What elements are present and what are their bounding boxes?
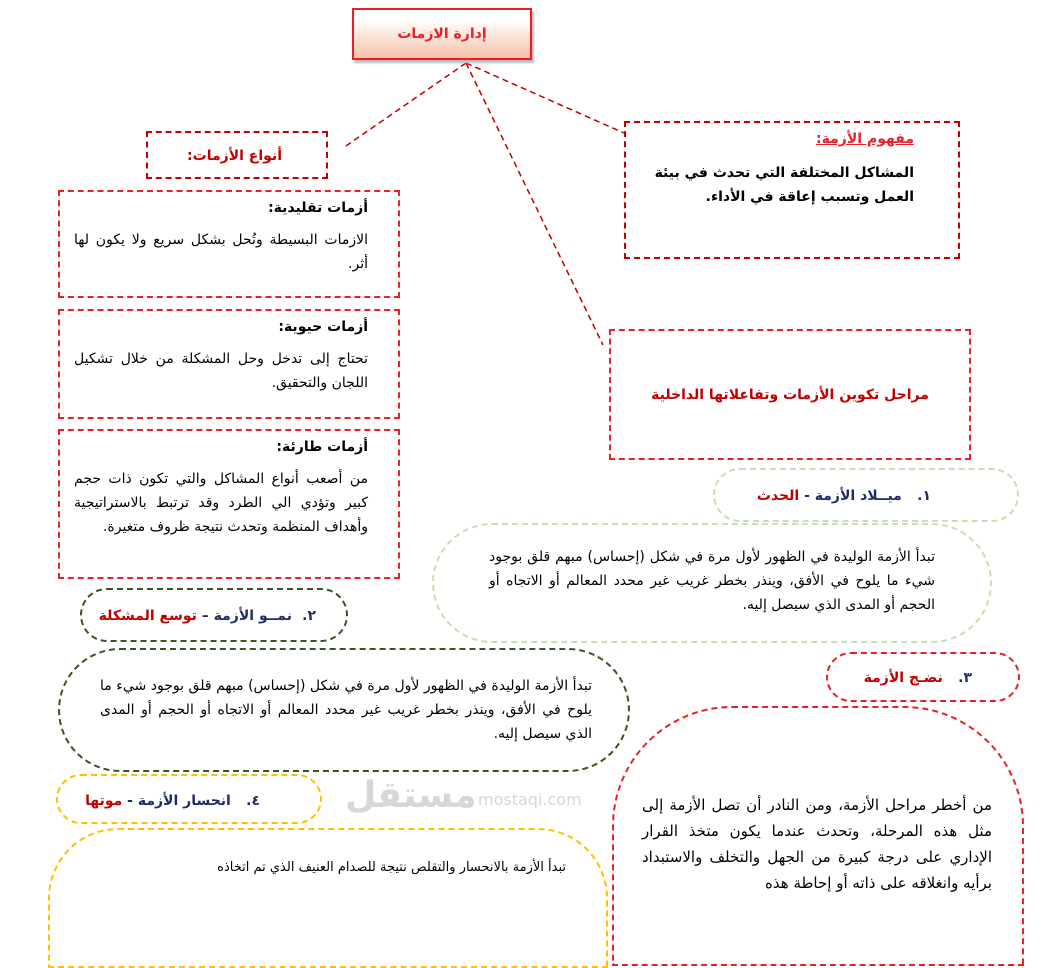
type-text: تحتاج إلى تدخل وحل المشكلة من خلال تشكيل اللجان والتحقيق. (74, 351, 368, 391)
stage-2-description (58, 648, 630, 772)
main-title: إدارة الازمات (397, 26, 487, 42)
type-title: أزمات حيوية: (278, 319, 368, 335)
stage-1-description (432, 523, 992, 643)
stage-number: ٢. (302, 608, 316, 624)
type-title: أزمات طارئة: (276, 439, 368, 455)
stages-heading: مراحل تكوين الأزمات وتفاعلاتها الداخلية (651, 386, 929, 403)
main-title-box (352, 8, 532, 60)
types-heading-box (146, 131, 328, 179)
concept-heading: مفهوم الأزمة: (816, 131, 914, 147)
stage-number: ٤. (246, 793, 260, 809)
stage-name: ميــلاد الأزمة - (799, 488, 902, 504)
type-box-emergency (58, 429, 400, 579)
stage-name: نمــو الأزمة – (196, 608, 292, 624)
stage-1-label (713, 468, 1019, 522)
stage-text: تبدأ الأزمة الوليدة في الظهور لأول مرة في شكل (إحساس) مبهم قلق بوجود شيء ما يلوح في الأفق، وينذر بخطر غريب غير محدد المعالم أو الاتجاه أو الحجم أو المدى الذي سيصل إليه. (489, 549, 935, 613)
stage-subtitle: الحدث (756, 488, 800, 504)
stage-text: تبدأ الأزمة بالانحسار والتقلص نتيجة للصدام العنيف الذي تم اتخاذه (217, 860, 566, 875)
stage-subtitle: موتها (85, 793, 123, 809)
stages-heading-box (609, 329, 971, 460)
stage-name: انحسار الأزمة - (122, 793, 231, 809)
type-box-traditional (58, 190, 400, 298)
stage-text: من أخطر مراحل الأزمة، ومن النادر أن تصل الأزمة إلى مثل هذه المرحلة، وتحدث عندما يكون متخذ القرار الإداري على درجة كبيرة من الجهل والتخلف والاستبداد برأيه وانغلاقه على ذاته أو إحاطة هذه (642, 796, 992, 892)
stage-3-description (612, 706, 1024, 966)
stage-subtitle: توسع المشكلة (98, 608, 197, 624)
stage-2-label (80, 588, 348, 642)
stage-4-label (56, 774, 322, 824)
concept-text: المشاكل المختلفة التي تحدث في بيئة العمل وتسبب إعاقة في الأداء. (654, 165, 914, 205)
type-title: أزمات تقليدية: (268, 200, 368, 216)
stage-3-label (826, 652, 1020, 702)
stage-name: نضـج الأزمة (863, 670, 943, 686)
types-heading: أنواع الأزمات: (187, 148, 282, 164)
type-text: الازمات البسيطة وتُحل بشكل سريع ولا يكون لها أثر. (74, 232, 368, 272)
watermark-site: mostaqi.com (478, 790, 582, 809)
stage-4-description (48, 828, 608, 968)
stage-number: ١. (917, 488, 931, 504)
type-box-vital (58, 309, 400, 419)
type-text: من أصعب أنواع المشاكل والتي تكون ذات حجم كبير وتؤدي الي الطرد وقد ترتبط بالاستراتيجية وأهداف المنظمة وتحدث نتيجة ظروف متغيرة. (74, 471, 368, 535)
stage-number: ٣. (958, 670, 972, 686)
concept-box (624, 121, 960, 259)
stage-text: تبدأ الأزمة الوليدة في الظهور لأول مرة في شكل (إحساس) مبهم قلق بوجود شيء ما يلوح في الأفق، وينذر بخطر غريب غير محدد المعالم أو الاتجاه أو الحجم أو المدى الذي سيصل إليه. (100, 678, 592, 742)
watermark-logo: مستقل (345, 775, 477, 816)
